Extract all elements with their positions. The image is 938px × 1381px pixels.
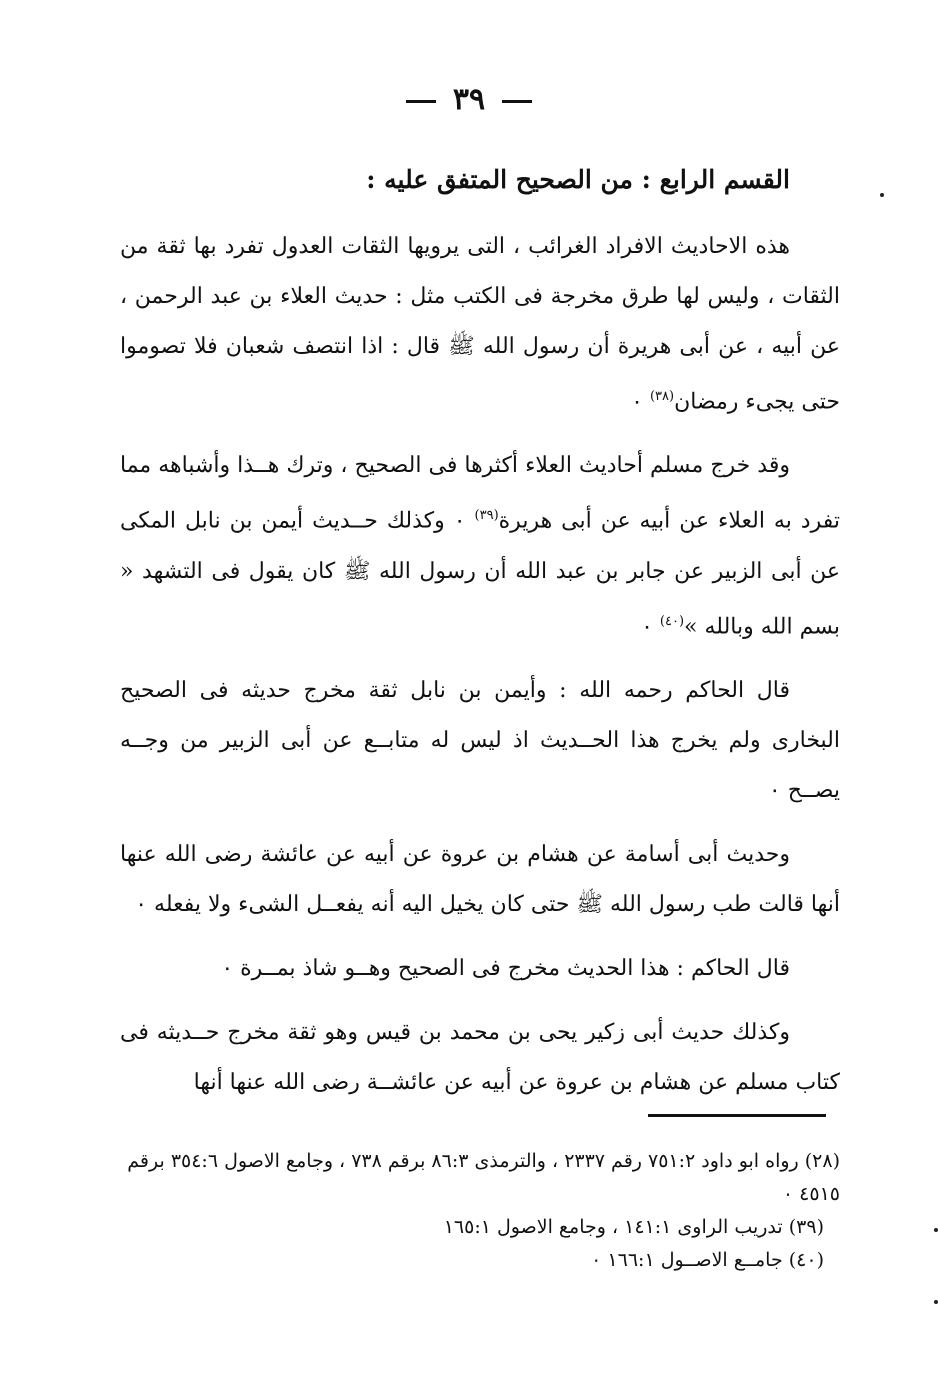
main-text bbox=[120, 160, 840, 1122]
paragraph-5: قال الحاكم : هذا الحديث مخرج فى الصحيح وهــو شاذ بمــرة ٠ bbox=[221, 955, 790, 981]
page-number bbox=[0, 82, 938, 117]
margin-dot bbox=[880, 193, 884, 197]
margin-dot bbox=[934, 1228, 938, 1232]
footnote-38: (٢٨) رواه ابو داود ٧٥١:٢ رقم ٢٣٣٧ ، والترمذى ٨٦:٣ برقم ٧٣٨ ، وجامع الاصول ٣٥٤:٦ برقم ٤٥١٥ ٠ bbox=[127, 1150, 840, 1205]
footnote-39: (٣٩) تدريب الراوى ١٤١:١ ، وجامع الاصول ١٦٥:١ bbox=[443, 1216, 824, 1238]
footnote-divider bbox=[648, 1114, 826, 1117]
footnote-ref-39: (٣٩) bbox=[474, 508, 499, 524]
section-heading: القسم الرابع : من الصحيح المتفق عليه : bbox=[366, 165, 790, 194]
paragraph-2-continuation: وكذلك حــديث أيمن بن نابل المكى عن أبى الزبير عن جابر بن عبد الله أن رسول الله ﷺ كان يقول فى التشهد « بسم الله وبالله » bbox=[120, 508, 840, 639]
paragraph-6: وكذلك حديث أبى زكير يحى بن محمد بن قيس وهو ثقة مخرج حــديثه فى كتاب مسلم عن هشام بن عروة عن أبيه عن عائشــة رضى الله عنها أنها bbox=[120, 1019, 840, 1095]
footnotes bbox=[120, 1145, 840, 1277]
footnote-ref-40: (٤٠) bbox=[659, 613, 685, 629]
footnote-ref-38: (٣٨) bbox=[649, 389, 675, 404]
end-mark: ٠ bbox=[631, 389, 643, 415]
page-number-text: ٣٩ bbox=[452, 82, 486, 117]
footnote-40: (٤٠) جامــع الاصــول ١٦٦:١ ٠ bbox=[591, 1249, 824, 1271]
end-mark: ٠ bbox=[641, 613, 653, 639]
paragraph-2 bbox=[120, 441, 840, 652]
paragraph-2-text: وقد خرج مسلم أحاديث العلاء أكثرها فى الصحيح ، وترك هــذا وأشباهه مما تفرد به العلاء عن أبيه عن أبى هريرة bbox=[120, 453, 840, 534]
paragraph-1 bbox=[120, 222, 840, 427]
page-number-dash-right bbox=[502, 100, 532, 103]
paragraph-4: وحديث أبى أسامة عن هشام بن عروة عن أبيه عن عائشة رضى الله عنها أنها قالت طب رسول الله ﷺ حتى كان يخيل اليه أنه يفعــل الشىء ولا يفعله ٠ bbox=[120, 841, 840, 917]
paragraph-1-text: هذه الاحاديث الافراد الغرائب ، التى يرويها الثقات العدول تفرد بها ثقة من الثقات ، وليس لها طرق مخرجة فى الكتب مثل : حديث العلاء بن عبد الرحمن ، عن أبيه ، عن أبى هريرة أن رسول الله ﷺ قال : اذا انتصف شعبان فلا تصوموا حتى يجىء رمضان bbox=[120, 234, 840, 415]
page-number-dash-left bbox=[406, 100, 436, 103]
end-mark: ٠ bbox=[453, 508, 466, 534]
paragraph-3: قال الحاكم رحمه الله : وأيمن بن نابل ثقة مخرج حديثه فى الصحيح البخارى ولم يخرج هذا الحــديث اذ ليس له متابــع عن أبى الزبير من وجــه يصــح ٠ bbox=[120, 677, 840, 803]
margin-dot bbox=[934, 1300, 938, 1304]
